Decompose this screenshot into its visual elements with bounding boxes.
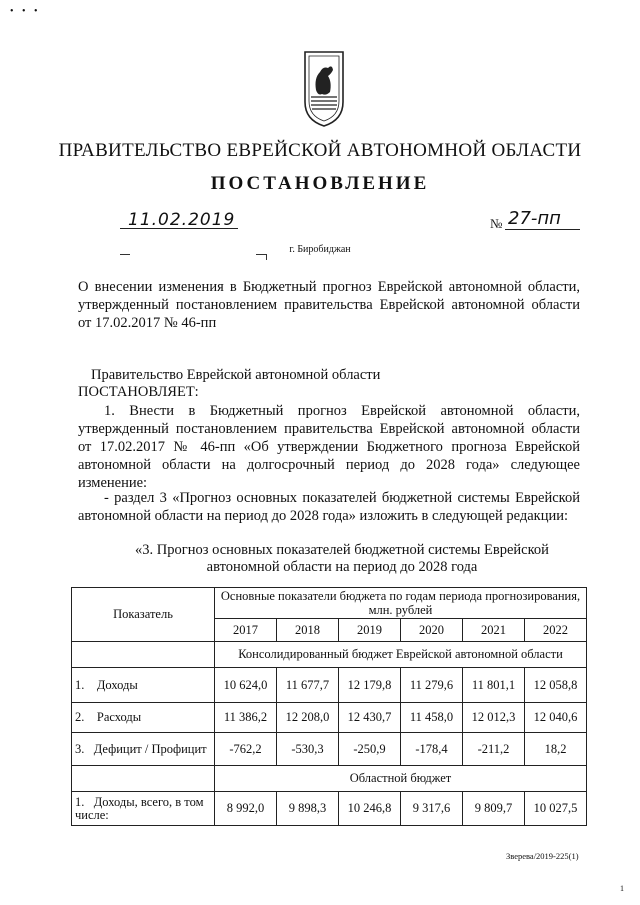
table-row xyxy=(72,668,587,703)
table-cell: 12 040,6 xyxy=(525,703,587,733)
footer-code: Зверева/2019-225(1) xyxy=(506,851,579,861)
table-cell: 12 012,3 xyxy=(463,703,525,733)
table-cell: 12 208,0 xyxy=(277,703,339,733)
page-mark: 1 xyxy=(620,884,624,893)
table-cell: 11 386,2 xyxy=(215,703,277,733)
coat-of-arms-emblem xyxy=(302,50,346,128)
table-cell: 12 430,7 xyxy=(339,703,401,733)
table-row xyxy=(72,703,587,733)
table-cell: 9 898,3 xyxy=(277,792,339,826)
budget-forecast-table xyxy=(71,587,587,826)
year-header: 2019 xyxy=(339,619,401,642)
table-cell: 11 458,0 xyxy=(401,703,463,733)
document-title: О внесении изменения в Бюджетный прогноз Еврейской автономной области, утвержденный постановлением правительства Еврейской автономной области от 17.02.2017 № 46-пп xyxy=(78,279,580,331)
year-header: 2017 xyxy=(215,619,277,642)
table-cell: 12 179,8 xyxy=(339,668,401,703)
number-sign: № xyxy=(490,216,503,231)
number-underline xyxy=(505,229,580,230)
section-consolidated: Консолидированный бюджет Еврейской автономной области xyxy=(215,642,587,668)
title-corner-left xyxy=(120,254,130,260)
section-row xyxy=(72,642,587,668)
decree-word: ПОСТАНОВЛЯЕТ: xyxy=(78,384,199,400)
table-cell: 10 624,0 xyxy=(215,668,277,703)
indicator-header: Показатель xyxy=(72,588,215,642)
table-cell: 10 027,5 xyxy=(525,792,587,826)
document-type: ПОСТАНОВЛЕНИЕ xyxy=(210,173,430,194)
table-cell: 11 279,6 xyxy=(401,668,463,703)
scan-mark: • • • xyxy=(10,6,41,17)
city-name: г. Биробиджан xyxy=(289,244,351,255)
row-label: 1. Доходы, всего, в том числе: xyxy=(72,792,215,826)
paragraph-1: 1. Внести в Бюджетный прогноз Еврейской автономной области, утвержденный постановлением правительства Еврейской автономной области от 17.02.2017 № 46-пп «Об утверждении Бюджетного прогноза Еврейской автономной области на долгосрочный период до 2028 года» следующее изменение: xyxy=(78,403,580,491)
table-cell: -211,2 xyxy=(463,733,525,766)
title-corner-right xyxy=(256,254,267,260)
table-cell: 18,2 xyxy=(525,733,587,766)
government-name: ПРАВИТЕЛЬСТВО ЕВРЕЙСКОЙ АВТОНОМНОЙ ОБЛАСТИ xyxy=(58,140,582,161)
table-cell: -178,4 xyxy=(401,733,463,766)
row-label: 1. Доходы xyxy=(72,668,215,703)
year-header: 2018 xyxy=(277,619,339,642)
table-cell: 10 246,8 xyxy=(339,792,401,826)
year-header: 2021 xyxy=(463,619,525,642)
table-cell: -762,2 xyxy=(215,733,277,766)
table-cell: 11 677,7 xyxy=(277,668,339,703)
group-header: Основные показатели бюджета по годам периода прогнозирования, млн. рублей xyxy=(215,588,587,619)
row-label: 3. Дефицит / Профицит xyxy=(72,733,215,766)
section-regional: Областной бюджет xyxy=(215,766,587,792)
table-header-row xyxy=(72,588,587,619)
year-header: 2020 xyxy=(401,619,463,642)
table-cell: 11 801,1 xyxy=(463,668,525,703)
document-number: 27-пп xyxy=(508,208,561,229)
row-label: 2. Расходы xyxy=(72,703,215,733)
year-header: 2022 xyxy=(525,619,587,642)
table-cell: -250,9 xyxy=(339,733,401,766)
table-cell: 8 992,0 xyxy=(215,792,277,826)
table-cell: 12 058,8 xyxy=(525,668,587,703)
table-cell: 9 809,7 xyxy=(463,792,525,826)
table-row xyxy=(72,733,587,766)
table-row xyxy=(72,792,587,826)
table-cell: -530,3 xyxy=(277,733,339,766)
paragraph-2: - раздел 3 «Прогноз основных показателей бюджетной системы Еврейской автономной области на период до 2028 года» изложить в следующей редакции: xyxy=(78,490,580,524)
table-cell: 9 317,6 xyxy=(401,792,463,826)
section-row xyxy=(72,766,587,792)
table-title: «3. Прогноз основных показателей бюджетной системы Еврейской автономной области на период до 2028 года xyxy=(135,542,549,575)
issuing-organization: Правительство Еврейской автономной области xyxy=(91,367,381,383)
date-underline xyxy=(120,228,238,229)
document-date: 11.02.2019 xyxy=(128,210,236,230)
